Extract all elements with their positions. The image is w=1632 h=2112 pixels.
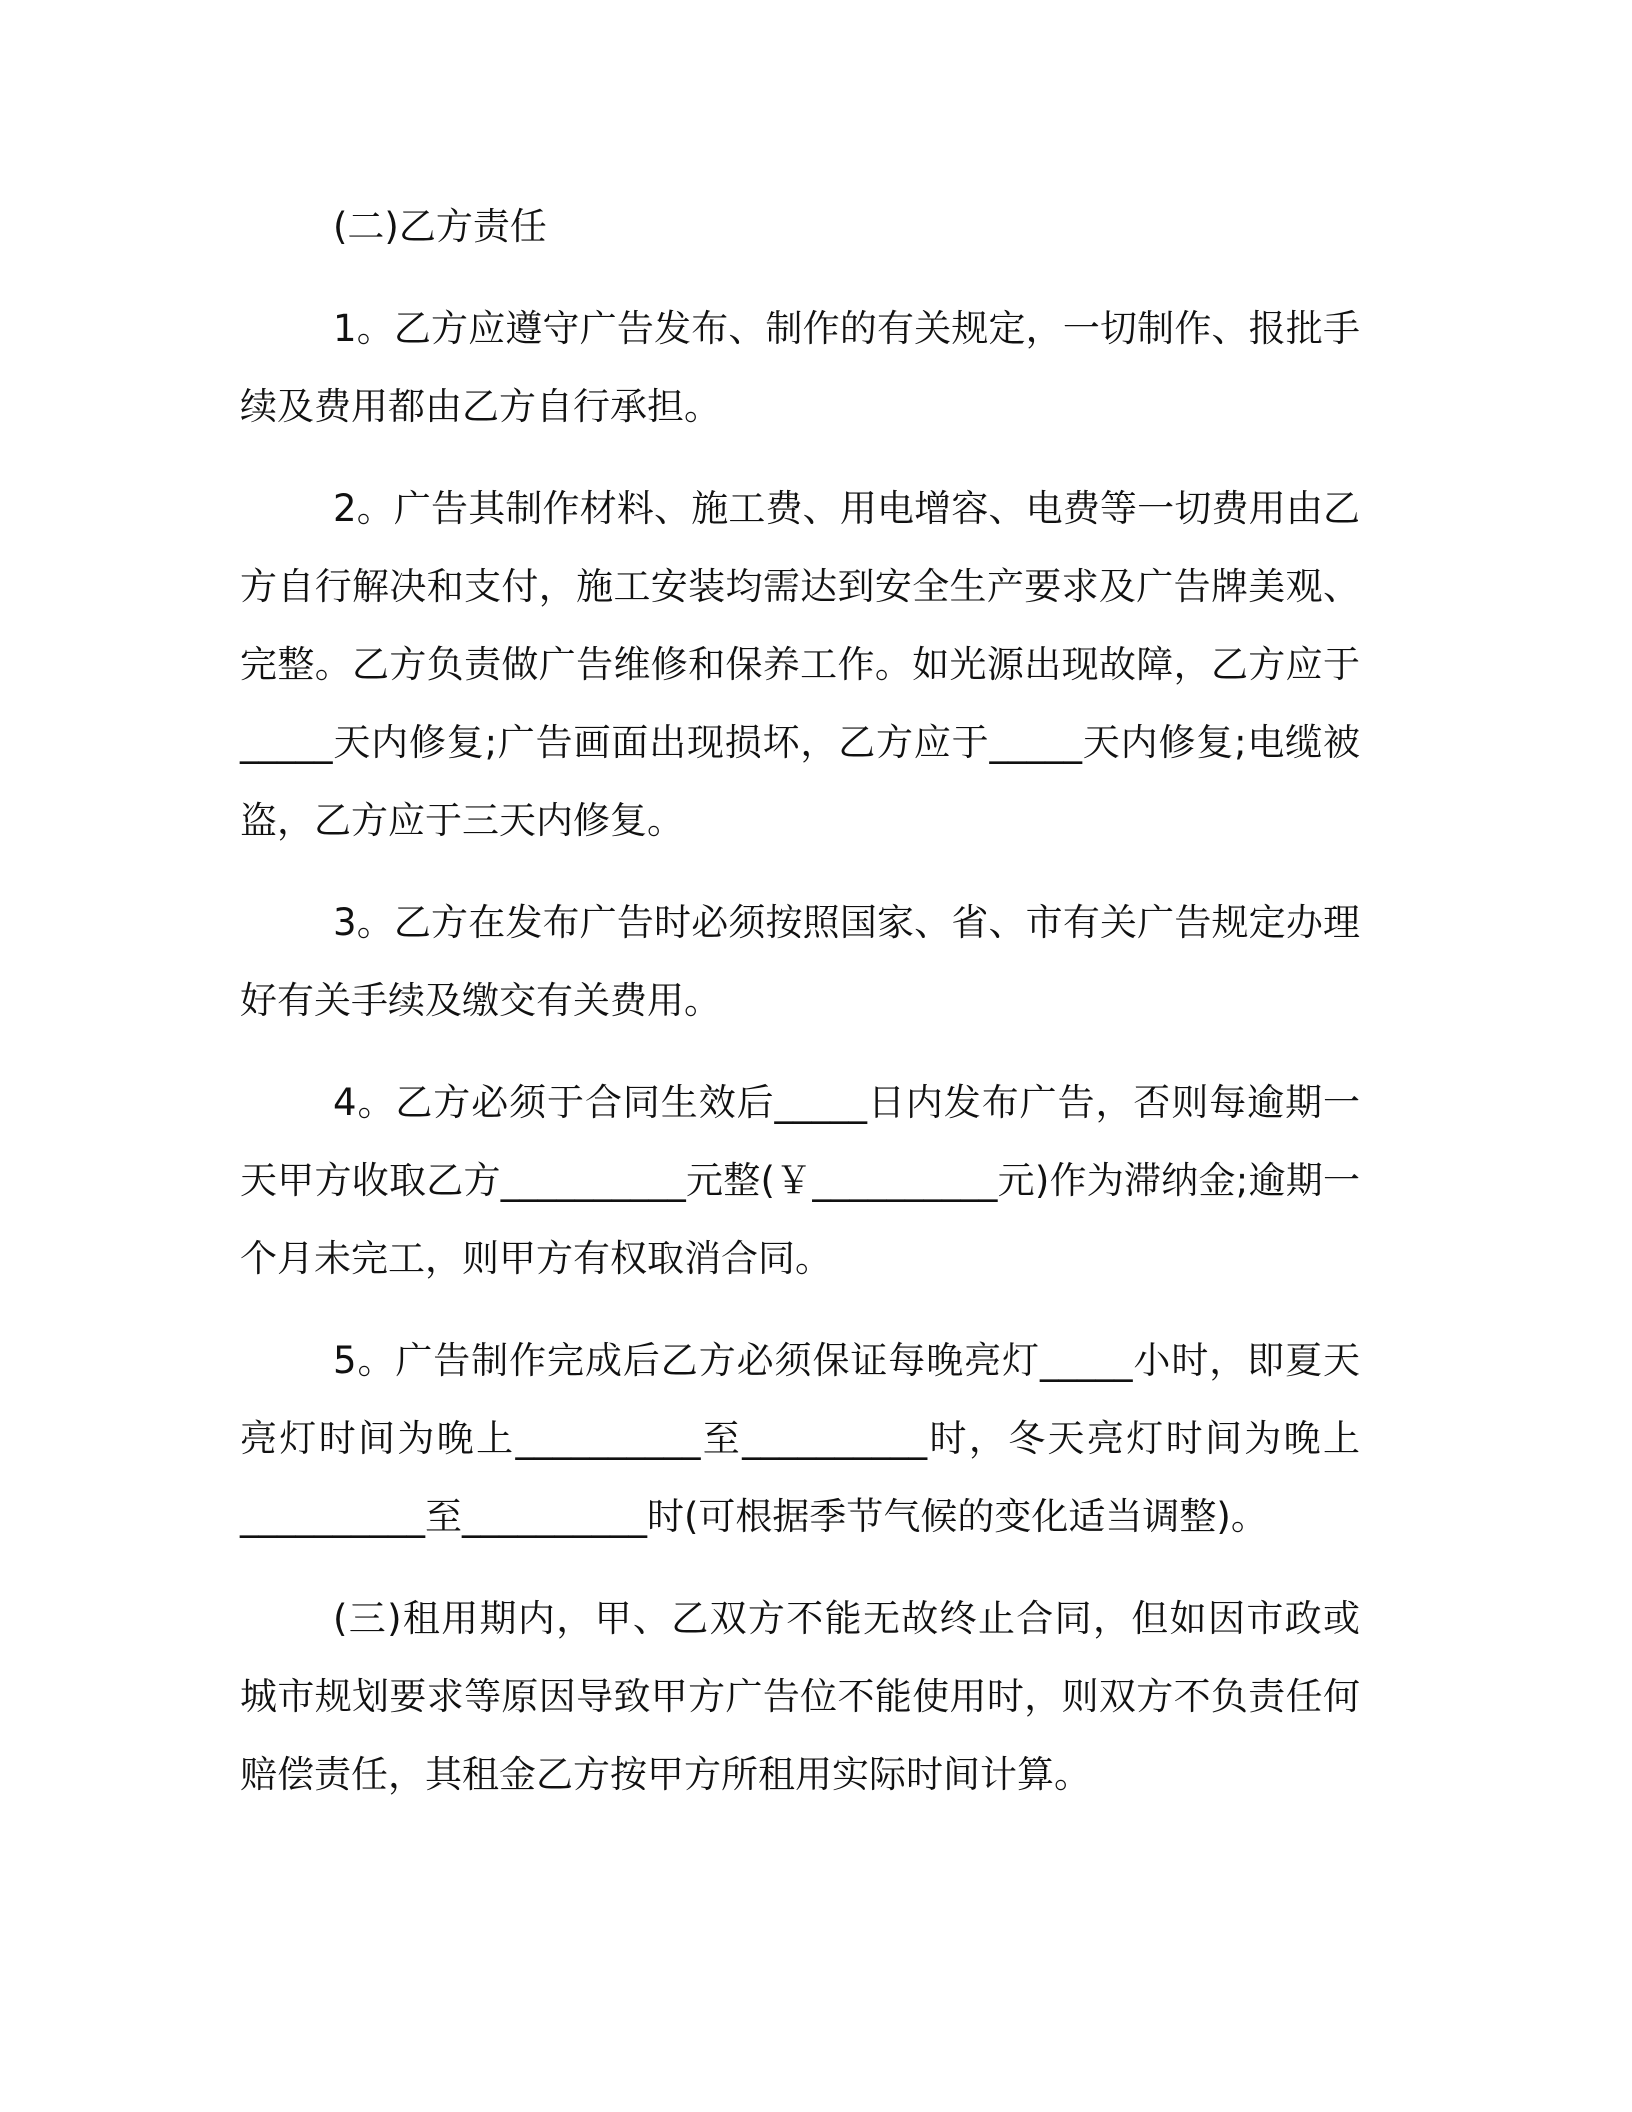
clause-2: 2。广告其制作材料、施工费、用电增容、电费等一切费用由乙方自行解决和支付，施工安装均需达到安全生产要求及广告牌美观、完整。乙方负责做广告维修和保养工作。如光源出现故障，乙方应于_____天内修复;广告画面出现损坏，乙方应于_____天内修复;电缆被盗，乙方应于三天内修复。 — [240, 487, 1360, 842]
section-heading: (二)乙方责任 — [333, 205, 547, 248]
section-three: (三)租用期内，甲、乙双方不能无故终止合同，但如因市政或城市规划要求等原因导致甲方广告位不能使用时，则双方不负责任何赔偿责任，其租金乙方按甲方所租用实际时间计算。 — [240, 1597, 1360, 1796]
clause-5: 5。广告制作完成后乙方必须保证每晚亮灯_____小时，即夏天亮灯时间为晚上__________至__________时，冬天亮灯时间为晚上__________至__________时(可根据季节气候的变化适当调整)。 — [240, 1339, 1360, 1538]
clause-3: 3。乙方在发布广告时必须按照国家、省、市有关广告规定办理好有关手续及缴交有关费用。 — [240, 901, 1360, 1022]
clause-1: 1。乙方应遵守广告发布、制作的有关规定，一切制作、报批手续及费用都由乙方自行承担。 — [240, 307, 1360, 428]
clause-4: 4。乙方必须于合同生效后_____日内发布广告，否则每逾期一天甲方收取乙方__________元整(￥__________元)作为滞纳金;逾期一个月未完工，则甲方有权取消合同。 — [240, 1081, 1360, 1280]
document-body — [240, 188, 1360, 1838]
